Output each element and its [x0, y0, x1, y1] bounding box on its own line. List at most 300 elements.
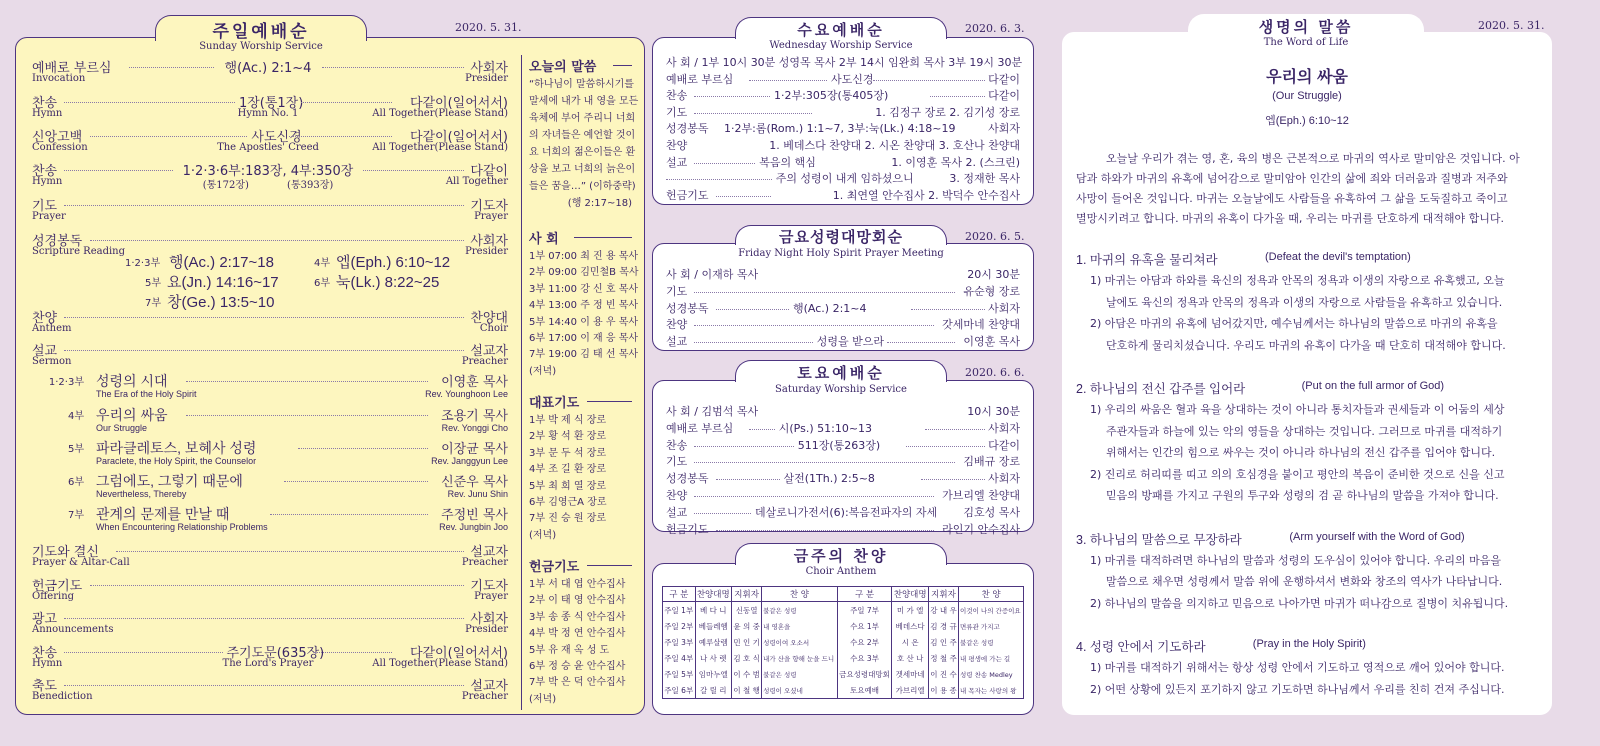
- anthem-header-cell: 구 분: [663, 587, 696, 602]
- offering-line: 5부 유 재 옥 성 도: [529, 644, 610, 656]
- order-leader-en: Choir: [479, 323, 508, 334]
- order-leader-ko: 다같이(일어서서): [409, 646, 508, 661]
- order-leader-en: Prayer: [474, 591, 508, 602]
- anthem-cell: 주일 7부: [837, 602, 892, 619]
- section-line: 1) 마귀를 대적하려면 하나님의 말씀과 성령의 도우심이 있어야 합니다. 우리의 마음을: [1090, 553, 1502, 567]
- sat-subtitle: Saturday Worship Service: [775, 384, 907, 395]
- service-leader: 유순형 장로: [963, 284, 1020, 298]
- anthem-cell: 내 목자는 사랑의 왕: [959, 682, 1024, 699]
- order-item-en: Scripture Reading: [32, 246, 126, 257]
- host-line: 2부 09:00 김민철B 목사: [529, 267, 639, 279]
- word-line: 요 너희의 젊은이들은 환: [529, 147, 636, 158]
- intro-line: 담과 하와가 마귀의 유혹에 넘어감으로 말미암아 인간의 삶에 죄와 더러움과 질병과 저주와: [1076, 172, 1508, 185]
- anthem-cell: 임마누엘: [695, 666, 732, 682]
- order-item-en: Hymn: [32, 108, 63, 119]
- order-leader-ko: 사회자: [470, 234, 508, 249]
- order-item-detail: 1장(통1장): [238, 96, 304, 111]
- intro-line: 사망이 들어온 것입니다. 마귀는 오늘날에도 사람들을 유혹하여 그 삶을 도둑질하고 죽이고: [1076, 192, 1508, 205]
- service-item: 기도: [666, 284, 688, 298]
- anthem-cell: 성령이여 오소서: [762, 634, 838, 650]
- order-item-ko: 성경봉독: [32, 234, 83, 249]
- word-tab: [1188, 14, 1424, 36]
- service-leader: 3. 정재한 목사: [949, 172, 1020, 186]
- host-line: 5부 14:40 이 용 우 목사: [529, 316, 639, 328]
- service-leader: 다같이: [988, 438, 1020, 452]
- anthem-cell: 윤 의 중: [732, 618, 762, 634]
- anthem-cell: 이 진 수: [928, 666, 958, 682]
- offering-line: 1부 서 대 엽 안수집사: [529, 579, 626, 590]
- anthem-row: [663, 682, 1024, 699]
- service-leader: 김배규 장로: [963, 455, 1020, 469]
- service-item: 기도: [666, 455, 688, 469]
- sermon-part: 1·2·3부: [48, 377, 84, 388]
- leader-dots: [666, 179, 772, 180]
- anthem-cell: 정 철 주: [928, 650, 958, 666]
- service-detail: 살전(1Th.) 2:5~8: [783, 472, 875, 486]
- service-leader: 라인기 안수집사: [942, 522, 1020, 536]
- anthem-cell: 내가 산을 향해 눈을 드니: [762, 650, 838, 666]
- sermon-title: 관계의 문제를 만날 때: [96, 506, 230, 522]
- leader-dots: [90, 585, 464, 586]
- service-leader: 1. 김정구 장로 2. 김기성 장로: [875, 105, 1020, 119]
- wed-tab: [735, 17, 947, 39]
- word-line: (행 2:17~18): [567, 198, 632, 209]
- section-heading-en: (Defeat the devil's temptation): [1265, 251, 1411, 263]
- service-item: 설교: [666, 155, 688, 169]
- leader-dots: [716, 530, 934, 531]
- leader-dots: [363, 170, 464, 171]
- anthem-cell: 호 산 나: [892, 650, 929, 666]
- sunday-title: 주일예배순: [212, 22, 310, 41]
- anthem-cell: 내 평생에 가는 길: [959, 650, 1024, 666]
- order-item-ko: 축도: [32, 679, 58, 694]
- sermon-title-en: Our Struggle: [96, 423, 148, 433]
- host-line: (저녁): [529, 365, 557, 377]
- sermon-part: 7부: [67, 510, 84, 521]
- offering-line: (저녁): [529, 693, 557, 705]
- host-time: 20시 30분: [967, 268, 1020, 281]
- order-item-en: Confession: [32, 142, 88, 153]
- service-leader: 사회자: [988, 421, 1020, 435]
- service-leader: 사회자: [988, 472, 1020, 486]
- side-heading: 대표기도: [529, 396, 580, 411]
- service-item: 설교: [666, 335, 688, 349]
- order-item-ko: 기도: [32, 199, 58, 214]
- preacher-name: 이영훈 목사: [441, 375, 508, 390]
- anthem-cell: 수요 2부: [837, 634, 892, 650]
- fri-subtitle: Friday Night Holy Spirit Prayer Meeting: [738, 248, 944, 259]
- word-line: 들은 꿈을…” (이하중략): [529, 181, 636, 192]
- intro-line: 멸망시키려고 합니다. 마귀의 유혹이 다가올 때, 우리는 마귀를 단호하게 대적해야 합니다.: [1076, 212, 1504, 225]
- host-line: 사 회 / 김범석 목사: [666, 405, 759, 418]
- service-detail: 주의 성령이 내게 임하셨으니: [775, 172, 914, 186]
- service-item: 헌금기도: [666, 188, 709, 202]
- order-item-en: Invocation: [32, 73, 86, 84]
- anthem-cell: 불같은 성령: [762, 666, 838, 682]
- sermon-title: 그럼에도, 그렇기 때문에: [96, 473, 243, 489]
- sermon-part: 5부: [67, 444, 84, 455]
- section-line: 단호하게 물리치셨습니다. 우리도 마귀의 유혹이 다가올 때 단호히 대적해야 합니다.: [1106, 338, 1506, 352]
- sunday-date: 2020. 5. 31.: [455, 21, 522, 34]
- service-leader: 이영훈 목사: [963, 335, 1020, 349]
- service-leader: 갓세마네 찬양대: [942, 318, 1020, 332]
- anthem-header-cell: 찬 양: [762, 587, 838, 602]
- service-leader: 김호성 목사: [963, 505, 1020, 519]
- preacher-name: 조용기 목사: [441, 409, 508, 424]
- service-detail: 시(Ps.) 51:10~13: [778, 421, 873, 435]
- word-heading: 우리의 싸움: [1266, 69, 1348, 86]
- service-item: 예배로 부르심: [666, 72, 734, 86]
- service-item: 찬송: [666, 89, 688, 103]
- service-leader: 다같이: [988, 89, 1020, 103]
- scripture-ref: 창(Ge.) 13:5~10: [167, 294, 275, 311]
- anthem-tab: [735, 543, 947, 565]
- order-leader-en: All Together(Please Stand): [372, 108, 508, 119]
- preacher-name-en: Rev. Younghoon Lee: [425, 389, 508, 399]
- anthem-cell: 금요성령대망회: [837, 666, 892, 682]
- leader-dots: [301, 102, 392, 103]
- service-item: 성경봉독: [666, 122, 709, 136]
- leader-dots: [64, 170, 173, 171]
- order-leader-en: Prayer: [474, 211, 508, 222]
- prayer-line: (저녁): [529, 529, 557, 541]
- word-heading-en: (Our Struggle): [1272, 90, 1342, 102]
- anthem-cell: 신동열: [732, 602, 762, 619]
- scripture-part: 5부: [145, 278, 162, 289]
- anthem-cell: 가브리엘: [892, 682, 929, 699]
- leader-dots: [64, 102, 235, 103]
- service-item: 찬송: [666, 438, 688, 452]
- order-item-en: Offering: [32, 591, 75, 602]
- section-heading: 1. 마귀의 유혹을 물리쳐라: [1076, 253, 1218, 267]
- leader-dots: [186, 415, 428, 416]
- anthem-cell: 면류관 가지고: [959, 618, 1024, 634]
- side-heading-rule: [587, 401, 632, 402]
- anthem-cell: 불같은 성령: [762, 602, 838, 619]
- leader-dots: [694, 513, 751, 514]
- leader-dots: [925, 429, 985, 430]
- preacher-name-en: Rev. Junu Shin: [447, 489, 508, 499]
- order-item-detail: 1·2·3·6부:183장, 4부:350장: [182, 164, 354, 179]
- prayer-line: 1부 박 제 식 장로: [529, 415, 607, 426]
- service-detail: 데살로니가전서(6):복음전파자의 자세: [755, 505, 938, 519]
- leader-dots: [694, 342, 813, 343]
- sermon-title: 성령의 시대: [96, 373, 168, 389]
- preacher-name: 주정빈 목사: [441, 508, 508, 523]
- leader-dots: [90, 136, 247, 137]
- prayer-line: 6부 김영근A 장로: [529, 497, 607, 508]
- anthem-header-cell: 구 분: [837, 587, 892, 602]
- service-leader: 다같이: [988, 72, 1020, 86]
- anthem-header-cell: 찬양대명: [892, 587, 929, 602]
- order-leader-ko: 찬양대: [470, 311, 508, 326]
- order-item-detail: 행(Ac.) 2:1~4: [224, 61, 312, 76]
- order-leader-ko: 설교자: [470, 344, 508, 359]
- preacher-name: 신준우 목사: [441, 475, 508, 490]
- leader-dots: [716, 309, 789, 310]
- leader-dots: [716, 196, 771, 197]
- leader-dots: [887, 342, 955, 343]
- section-heading-en: (Pray in the Holy Spirit): [1252, 638, 1366, 650]
- service-detail: 행(Ac.) 2:1~4: [793, 301, 867, 315]
- order-item-ko: 찬송: [32, 164, 58, 179]
- order-leader-en: All Together(Please Stand): [372, 142, 508, 153]
- order-leader-en: Presider: [465, 624, 508, 635]
- wed-title: 수요예배순: [797, 22, 885, 39]
- host-line: 7부 19:00 김 태 선 목사: [529, 349, 639, 361]
- section-line: 1) 마귀는 아담과 하와를 육신의 정욕과 안목의 정욕과 이생의 자랑으로 유혹했고, 오늘: [1090, 274, 1505, 287]
- leader-dots: [64, 317, 464, 318]
- sermon-title-en: The Era of the Holy Spirit: [96, 389, 197, 399]
- leader-dots: [116, 551, 464, 552]
- side-heading: 사 회: [529, 232, 559, 247]
- anthem-cell: 민 인 기: [732, 634, 762, 650]
- fri-date: 2020. 6. 5.: [965, 230, 1025, 243]
- host-line: 6부 17:00 이 재 응 목사: [529, 333, 639, 344]
- order-item-detail: 사도신경: [251, 130, 302, 145]
- prayer-line: 7부 진 승 원 장로: [529, 513, 607, 525]
- word-line: 상을 보고 너희의 늙은이: [529, 164, 636, 175]
- scripture-ref: 행(Ac.) 2:17~18: [169, 254, 274, 271]
- order-leader-ko: 다같이(일어서서): [409, 130, 508, 145]
- order-item-en: Benediction: [32, 691, 93, 702]
- anthem-row: [663, 666, 1024, 682]
- scripture-part: 1·2·3부: [125, 258, 161, 269]
- sermon-title-en: Paraclete, the Holy Spirit, the Counselor: [96, 456, 257, 466]
- order-item-en: Prayer: [32, 211, 66, 222]
- anthem-cell: 김 경 규: [928, 618, 958, 634]
- anthem-cell: 강 내 우: [928, 602, 958, 619]
- order-leader-ko: 설교자: [470, 679, 508, 694]
- order-item-ko: 설교: [32, 344, 58, 359]
- order-item-ko: 찬송: [32, 96, 58, 111]
- anthem-cell: 시 온: [892, 634, 929, 650]
- anthem-cell: 성령 찬송 Medley: [959, 666, 1024, 682]
- order-leader-en: All Together(Please Stand): [372, 658, 508, 669]
- anthem-table: [662, 586, 1024, 699]
- leader-dots: [90, 240, 464, 241]
- section-line: 주관자들과 하늘에 있는 악의 영들을 상대하는 것입니다. 그러므로 마귀를 대적하기: [1106, 424, 1503, 438]
- fri-title: 금요성령대망회순: [779, 229, 903, 246]
- leader-dots: [298, 448, 428, 449]
- section-heading: 4. 성령 안에서 기도하라: [1076, 640, 1206, 654]
- leader-dots: [64, 205, 464, 206]
- anthem-cell: 성령이 오셨네: [762, 682, 838, 699]
- anthem-cell: 나 사 렛: [695, 650, 732, 666]
- order-item-ko: 헌금기도: [32, 579, 83, 594]
- word-reference: 엡(Eph.) 6:10~12: [1265, 115, 1349, 127]
- anthem-cell: 주일 2부: [663, 618, 696, 634]
- service-item: 성경봉독: [666, 472, 709, 486]
- anthem-cell: 베 다 니: [695, 602, 732, 619]
- host-time: 10시 30분: [967, 405, 1020, 418]
- leader-dots: [186, 381, 428, 382]
- service-leader: 1. 최연열 안수집사 2. 박덕수 안수집사: [832, 188, 1020, 202]
- service-detail: 1·2부:305장(통405장): [774, 89, 889, 103]
- anthem-cell: 예루살렘: [695, 634, 732, 650]
- scripture-ref: 요(Jn.) 14:16~17: [167, 274, 279, 291]
- anthem-cell: 수요 3부: [837, 650, 892, 666]
- leader-dots: [911, 309, 985, 310]
- leader-dots: [749, 429, 775, 430]
- service-item: 찬양: [666, 318, 688, 332]
- word-panel: [1062, 32, 1552, 715]
- sermon-part: 6부: [67, 477, 84, 488]
- order-item-en: Hymn: [32, 176, 63, 187]
- leader-dots: [694, 292, 955, 293]
- anthem-row: [663, 602, 1024, 619]
- order-leader-en: Preacher: [461, 557, 508, 568]
- host-line: 3부 11:00 강 신 호 목사: [529, 283, 639, 295]
- offering-line: 3부 송 종 식 안수집사: [529, 611, 626, 623]
- leader-dots: [64, 652, 223, 653]
- side-heading-rule: [587, 565, 632, 566]
- sermon-title: 파라클레토스, 보혜사 성령: [96, 440, 257, 456]
- anthem-cell: 주일 5부: [663, 666, 696, 682]
- preacher-name-en: Rev. Janggyun Lee: [431, 456, 508, 466]
- order-item-en: Hymn: [32, 658, 63, 669]
- service-item: 기도: [666, 105, 688, 119]
- scripture-part: 7부: [145, 298, 162, 309]
- leader-dots: [284, 481, 428, 482]
- side-heading-rule: [574, 237, 632, 238]
- service-item: 찬양: [666, 139, 688, 152]
- word-date: 2020. 5. 31.: [1478, 19, 1545, 32]
- order-item-detail-en: The Lord's Prayer: [222, 658, 314, 669]
- leader-dots: [716, 479, 780, 480]
- order-leader-ko: 설교자: [470, 545, 508, 560]
- order-item-en: Anthem: [32, 323, 72, 334]
- wed-date: 2020. 6. 3.: [965, 22, 1025, 35]
- offering-line: 4부 박 정 연 안수집사: [529, 628, 626, 640]
- anthem-cell: 불같은 성령: [959, 634, 1024, 650]
- anthem-cell: 갈 릴 리: [695, 682, 732, 699]
- anthem-cell: 이것이 나의 간증이요: [959, 602, 1024, 619]
- word-line: 의 자녀들은 예언할 것이: [529, 130, 636, 141]
- service-item: 설교: [666, 505, 688, 519]
- service-detail: 사도신경: [831, 72, 874, 86]
- anthem-header-row: [663, 587, 1024, 602]
- sat-title: 토요예배순: [797, 365, 885, 382]
- anthem-header-cell: 지휘자: [732, 587, 762, 602]
- order-leader-en: Preacher: [461, 691, 508, 702]
- prayer-line: 5부 최 희 열 장로: [529, 480, 607, 492]
- order-leader-en: Presider: [465, 246, 508, 257]
- anthem-cell: 주일 6부: [663, 682, 696, 699]
- order-leader-en: Presider: [465, 73, 508, 84]
- leader-dots: [64, 618, 464, 619]
- order-leader-ko: 기도자: [470, 579, 508, 594]
- anthem-header-cell: 지휘자: [928, 587, 958, 602]
- anthem-header-cell: 찬양대명: [695, 587, 732, 602]
- scripture-ref: 눅(Lk.) 8:22~25: [336, 274, 440, 291]
- host-line: 1부 07:00 최 진 용 목사: [529, 251, 639, 262]
- anthem-cell: 이 용 종: [928, 682, 958, 699]
- offering-line: 6부 정 승 윤 안수집사: [529, 661, 626, 672]
- leader-dots: [694, 325, 934, 326]
- leader-dots: [129, 67, 214, 68]
- intro-line: 오늘날 우리가 겪는 영, 혼, 육의 병은 근본적으로 마귀의 역사로 말미암은 것입니다. 아: [1106, 152, 1520, 165]
- side-heading-rule: [613, 65, 632, 66]
- sermon-title-en: When Encountering Relationship Problems: [96, 522, 268, 532]
- word-line: “하나님이 말씀하시기를: [529, 79, 634, 90]
- scripture-ref: 엡(Eph.) 6:10~12: [336, 254, 451, 271]
- order-item-ko: 신앙고백: [32, 130, 83, 145]
- section-line: 2) 하나님의 말씀을 의지하고 믿음으로 나아가면 마귀가 떠나감으로 질병이 치유됩니다.: [1090, 596, 1509, 610]
- leader-dots: [64, 350, 464, 351]
- anthem-cell: 주일 4부: [663, 650, 696, 666]
- section-line: 1) 마귀를 대적하기 위해서는 항상 성령 안에서 기도하고 영적으로 깨어 있어야 합니다.: [1090, 661, 1505, 674]
- anthem-cell: 겟세마네: [892, 666, 929, 682]
- anthem-cell: 주일 3부: [663, 634, 696, 650]
- order-leader-ko: 다같이(일어서서): [409, 96, 508, 111]
- sat-tab: [735, 360, 947, 382]
- leader-dots: [694, 446, 794, 447]
- host-line: 4부 13:00 주 정 빈 목사: [529, 300, 639, 312]
- service-leader: 사회자: [988, 301, 1020, 315]
- anthem-cell: 김 인 주: [928, 634, 958, 650]
- section-line: 1) 우리의 싸움은 혈과 육을 상대하는 것이 아니라 통치자들과 권세들과 이 어둠의 세상: [1090, 403, 1505, 416]
- leader-dots: [270, 514, 428, 515]
- anthem-title: 금주의 찬양: [793, 548, 889, 565]
- service-leader: 사회자: [988, 122, 1020, 136]
- leader-dots: [921, 479, 986, 480]
- anthem-row: [663, 650, 1024, 666]
- service-item: 성경봉독: [666, 301, 709, 315]
- anthem-cell: 토요예배: [837, 682, 892, 699]
- service-leader: 가브리엘 찬양대: [942, 489, 1020, 502]
- leader-dots: [314, 652, 393, 653]
- sat-date: 2020. 6. 6.: [965, 366, 1025, 379]
- section-line: 2) 아담은 마귀의 유혹에 넘어갔지만, 예수님께서는 하나님의 말씀으로 마귀의 유혹을: [1090, 317, 1498, 330]
- section-line: 위해서는 인간의 힘으로 싸우는 것이 아니라 하나님의 전신 갑주를 입어야 합니다.: [1106, 446, 1496, 459]
- order-item-detail: 주기도문(635장): [226, 646, 325, 661]
- scripture-part: 4부: [314, 258, 331, 269]
- scripture-part: 6부: [314, 278, 331, 289]
- order-item-en: Sermon: [32, 356, 72, 367]
- anthem-row: [663, 634, 1024, 650]
- service-detail: 복음의 핵심: [759, 155, 816, 169]
- word-subtitle: The Word of Life: [1263, 37, 1349, 48]
- offering-line: 2부 이 태 영 안수집사: [529, 595, 626, 607]
- order-item-en: Prayer & Altar-Call: [32, 557, 130, 568]
- prayer-line: 4부 조 길 환 장로: [529, 464, 607, 476]
- preacher-name-en: Rev. Jungbin Joo: [439, 522, 508, 532]
- section-heading-en: (Put on the full armor of God): [1301, 380, 1445, 392]
- word-title: 생명의 말씀: [1258, 19, 1354, 36]
- order-item-ko: 예배로 부르심: [32, 61, 112, 76]
- sunday-tab: [155, 15, 367, 41]
- leader-dots: [873, 80, 985, 81]
- order-item-ko: 기도와 결신: [32, 545, 99, 560]
- side-heading: 오늘의 말씀: [529, 60, 597, 75]
- anthem-subtitle: Choir Anthem: [805, 566, 877, 577]
- service-detail: 1·2부:롬(Rom.) 1:1~7, 3부:눅(Lk.) 4:18~19: [724, 122, 956, 136]
- anthem-header-cell: 찬 양: [959, 587, 1024, 602]
- host-line: 사 회 / 이재하 목사: [666, 268, 759, 281]
- service-leader: 1. 베데스다 찬양대 2. 시온 찬양대 3. 호산나 찬양대: [769, 139, 1020, 152]
- order-item-en: Announcements: [32, 624, 114, 635]
- word-line: 육체에 부어 주리니 너희: [529, 113, 636, 124]
- sermon-title: 우리의 싸움: [96, 407, 168, 423]
- order-leader-ko: 사회자: [470, 612, 508, 627]
- fri-tab: [735, 225, 947, 245]
- order-item-detail-en: The Apostles' Creed: [217, 142, 319, 153]
- side-heading: 헌금기도: [529, 560, 580, 575]
- leader-dots: [694, 496, 934, 497]
- service-detail: 성령을 받으라: [816, 335, 885, 349]
- prayer-line: 3부 문 두 석 장로: [529, 447, 607, 459]
